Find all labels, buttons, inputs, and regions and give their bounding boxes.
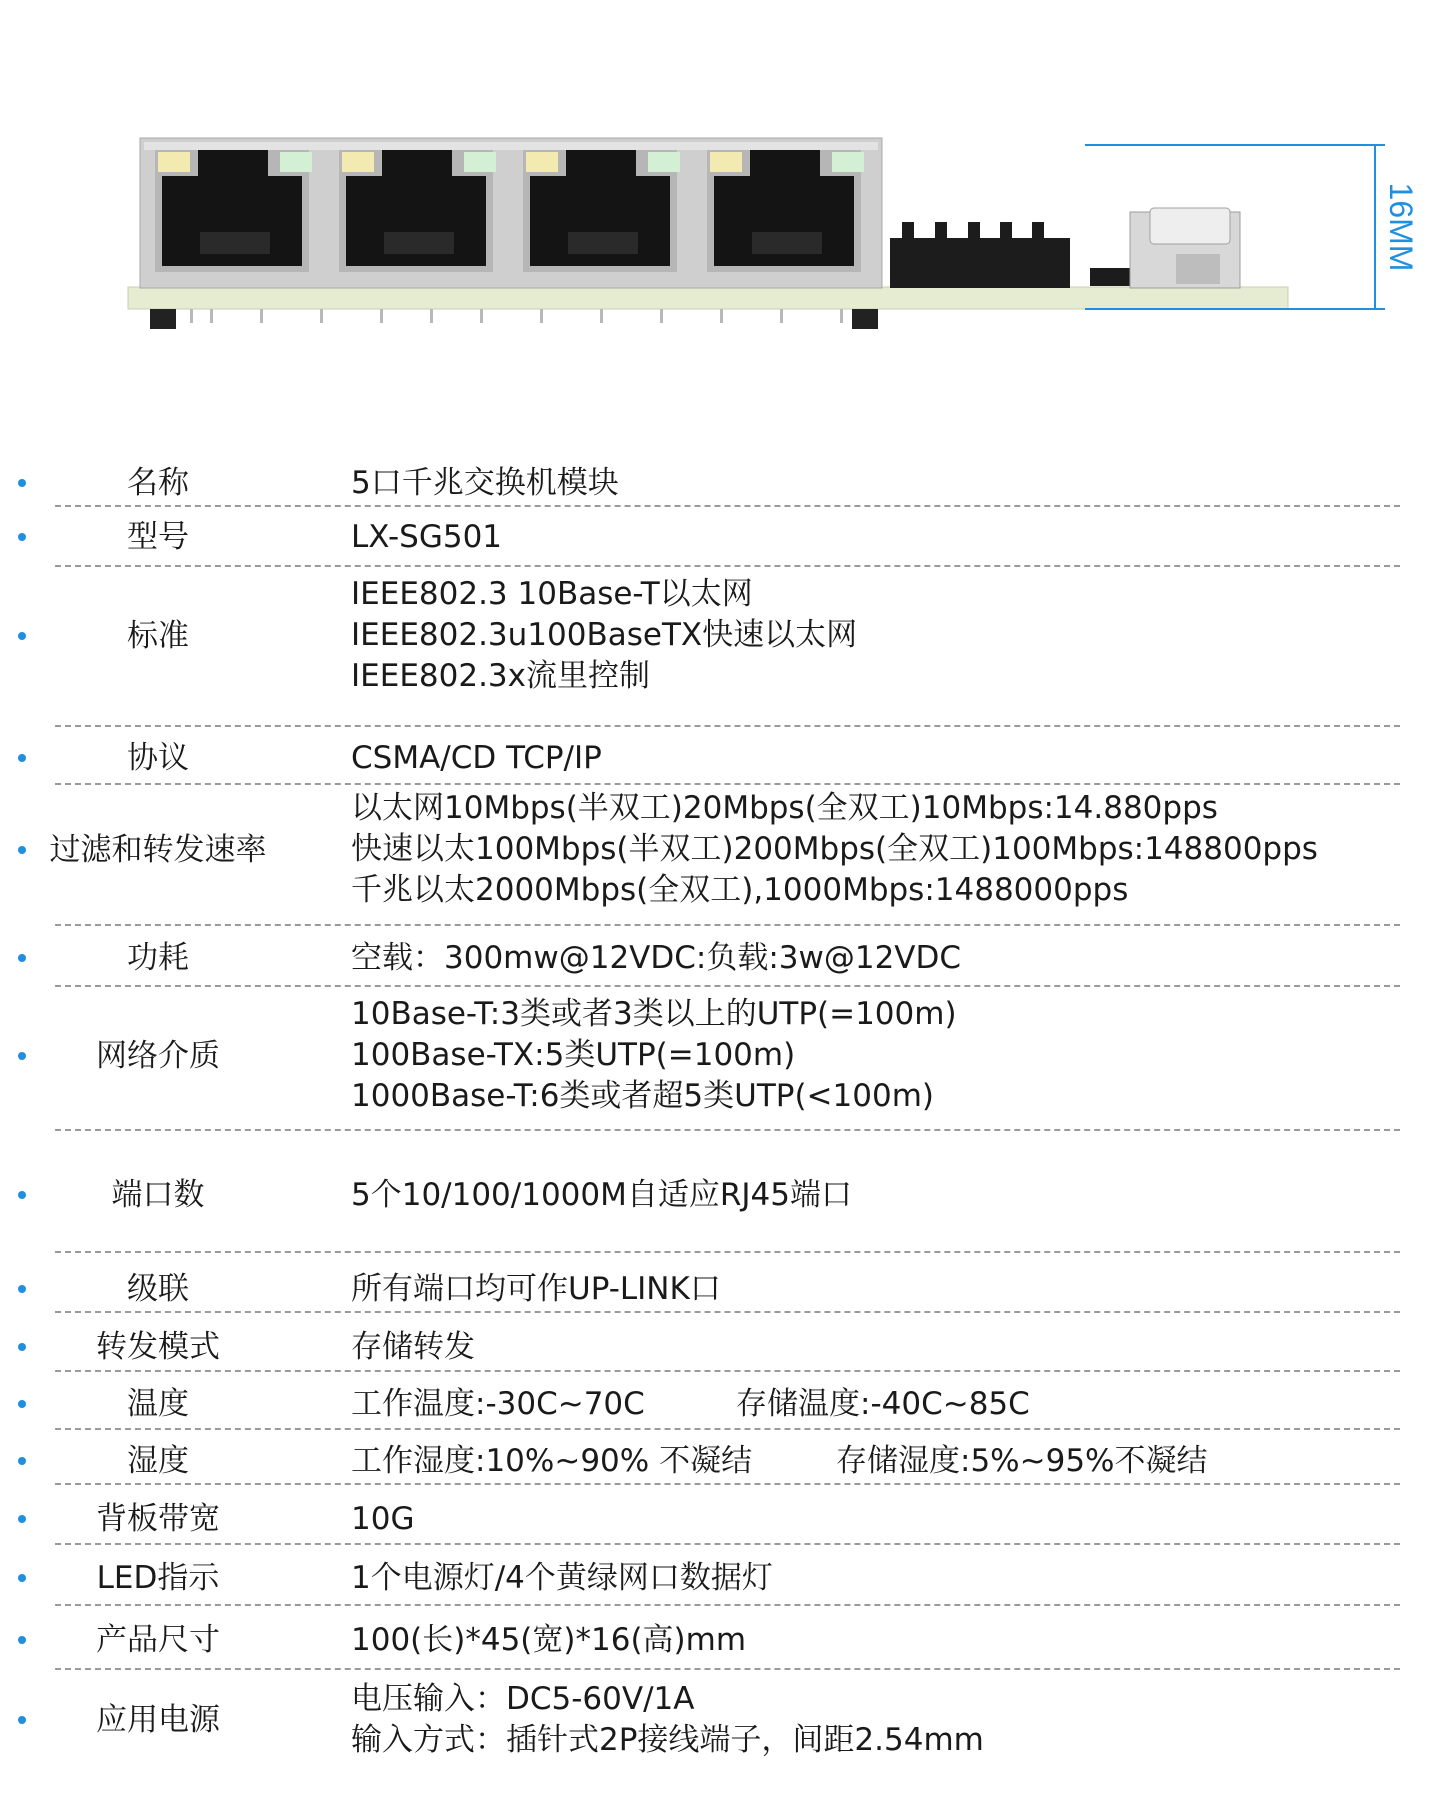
spec-value-line: 5口千兆交换机模块 xyxy=(351,464,619,501)
bullet-icon xyxy=(18,1191,26,1199)
spec-value-line: 输入方式：插针式2P接线端子，间距2.54mm xyxy=(351,1722,984,1758)
spec-value xyxy=(351,788,1318,911)
spec-value-line: 100Base-TX:5类UTP(=100m) xyxy=(351,1037,796,1073)
row-divider xyxy=(55,1428,1400,1430)
spec-label: 标准 xyxy=(127,617,189,654)
row-divider xyxy=(55,1604,1400,1606)
rj45-port-3 xyxy=(523,150,680,272)
spec-row xyxy=(0,1264,1440,1314)
spec-value xyxy=(351,463,619,504)
row-divider xyxy=(55,1370,1400,1372)
bullet-icon xyxy=(18,479,26,487)
spec-value-line: 千兆以太2000Mbps(全双工),1000Mbps:1488000pps xyxy=(351,872,1129,908)
led-yellow-icon xyxy=(342,152,374,172)
pcb-board xyxy=(128,287,1288,309)
spec-label: 产品尺寸 xyxy=(96,1622,220,1658)
spec-value-line: 工作温度:-30C~70C xyxy=(351,1385,645,1422)
row-divider xyxy=(55,924,1400,926)
spec-value-line: IEEE802.3x流里控制 xyxy=(351,658,650,694)
spec-value-line: LX-SG501 xyxy=(351,518,503,555)
led-green-icon xyxy=(648,152,680,172)
spec-value-line: 空载：300mw@12VDC:负载:3w@12VDC xyxy=(351,939,962,976)
row-divider xyxy=(55,1543,1400,1545)
bullet-icon xyxy=(18,1052,26,1060)
spec-label: 级联 xyxy=(127,1271,189,1307)
bullet-icon xyxy=(18,1285,26,1293)
spec-value xyxy=(351,1620,746,1661)
led-yellow-icon xyxy=(158,152,190,172)
spec-value-line: CSMA/CD TCP/IP xyxy=(351,739,602,776)
spec-label: 协议 xyxy=(127,740,189,776)
led-yellow-icon xyxy=(526,152,558,172)
bullet-icon xyxy=(18,1574,26,1582)
rj45-port-2 xyxy=(339,150,496,272)
bullet-icon xyxy=(18,632,26,640)
spec-value-line: 以太网10Mbps(半双工)20Mbps(全双工)10Mbps:14.880pps xyxy=(351,790,1218,826)
spec-row xyxy=(0,1675,1440,1765)
mount-foot-right xyxy=(852,309,878,329)
spec-label: LED指示 xyxy=(96,1560,220,1596)
spec-value xyxy=(351,1269,721,1310)
bullet-icon xyxy=(18,954,26,962)
spec-value xyxy=(351,1499,414,1540)
row-divider xyxy=(55,1251,1400,1253)
row-divider xyxy=(55,505,1400,507)
led-green-icon xyxy=(464,152,496,172)
spec-value-line: IEEE802.3u100BaseTX快速以太网 xyxy=(351,617,858,653)
bullet-icon xyxy=(18,754,26,762)
spec-row xyxy=(0,1436,1440,1486)
spec-row xyxy=(0,787,1440,912)
spec-row xyxy=(0,1322,1440,1372)
mount-foot-left xyxy=(150,309,176,329)
row-divider xyxy=(55,565,1400,567)
spec-value-line: 1个电源灯/4个黄绿网口数据灯 xyxy=(351,1559,773,1596)
spec-row xyxy=(0,512,1440,562)
product-image xyxy=(0,0,1440,420)
spec-label: 应用电源 xyxy=(96,1702,220,1738)
spec-value xyxy=(351,994,957,1117)
spec-label: 型号 xyxy=(127,519,189,555)
spec-row xyxy=(0,733,1440,783)
spec-row xyxy=(0,993,1440,1118)
spec-value xyxy=(351,938,961,979)
spec-value-extra: 存储温度:-40C~85C xyxy=(736,1385,1030,1422)
spec-value-line: 10Base-T:3类或者3类以上的UTP(=100m) xyxy=(351,996,957,1032)
spec-row xyxy=(0,1494,1440,1544)
row-divider xyxy=(55,1483,1400,1485)
spec-value-line: 工作湿度:10%~90% 不凝结 xyxy=(351,1442,753,1479)
rj45-port-1 xyxy=(155,150,312,272)
spec-row xyxy=(0,458,1440,508)
spec-row xyxy=(0,1379,1440,1429)
bullet-icon xyxy=(18,533,26,541)
spec-row xyxy=(0,1553,1440,1603)
spec-label: 名称 xyxy=(127,465,189,501)
spec-value xyxy=(351,738,602,779)
bullet-icon xyxy=(18,1400,26,1408)
spec-value-line: 存储转发 xyxy=(351,1328,475,1365)
bullet-icon xyxy=(18,1716,26,1724)
spec-label: 端口数 xyxy=(111,1177,205,1213)
magnetics-chip xyxy=(890,238,1070,288)
row-divider xyxy=(55,985,1400,987)
rj45-port-4 xyxy=(707,150,864,272)
bullet-icon xyxy=(18,1515,26,1523)
spec-label: 功耗 xyxy=(127,940,189,976)
spec-label: 温度 xyxy=(127,1386,189,1422)
spec-value xyxy=(351,1558,773,1599)
spec-value xyxy=(351,1384,645,1425)
spec-row xyxy=(0,1615,1440,1665)
spec-value xyxy=(351,1175,852,1216)
spec-value-line: IEEE802.3 10Base-T以太网 xyxy=(351,576,753,612)
led-yellow-icon xyxy=(710,152,742,172)
spec-value-line: 10G xyxy=(351,1500,415,1537)
row-divider xyxy=(55,1311,1400,1313)
bullet-icon xyxy=(18,846,26,854)
spec-value xyxy=(351,1441,752,1482)
spec-value-line: 100(长)*45(宽)*16(高)mm xyxy=(351,1621,747,1658)
led-green-icon xyxy=(280,152,312,172)
spec-value-line: 5个10/100/1000M自适应RJ45端口 xyxy=(351,1176,852,1213)
row-divider xyxy=(55,1129,1400,1131)
spec-label: 转发模式 xyxy=(96,1329,220,1365)
spec-label: 过滤和转发速率 xyxy=(49,831,267,868)
row-divider xyxy=(55,1668,1400,1670)
spec-value xyxy=(351,574,857,697)
spec-value-line: 1000Base-T:6类或者超5类UTP(<100m) xyxy=(351,1078,934,1114)
height-dimension-label: 16MM xyxy=(1383,182,1419,272)
row-divider xyxy=(55,725,1400,727)
bullet-icon xyxy=(18,1636,26,1644)
led-green-icon xyxy=(832,152,864,172)
spec-value-line: 电压输入：DC5-60V/1A xyxy=(351,1681,695,1717)
spec-row xyxy=(0,573,1440,698)
spec-label: 湿度 xyxy=(127,1443,189,1479)
spec-row xyxy=(0,1170,1440,1220)
spec-value-line: 所有端口均可作UP-LINK口 xyxy=(351,1270,721,1307)
spec-row xyxy=(0,933,1440,983)
spec-value xyxy=(351,1327,475,1368)
spec-value xyxy=(351,1679,984,1761)
spec-label: 背板带宽 xyxy=(96,1501,220,1537)
spec-value xyxy=(351,517,502,558)
spec-value-line: 快速以太100Mbps(半双工)200Mbps(全双工)100Mbps:148800pps xyxy=(351,831,1318,867)
spec-label: 网络介质 xyxy=(96,1037,220,1074)
bullet-icon xyxy=(18,1343,26,1351)
spec-value-extra: 存储湿度:5%~95%不凝结 xyxy=(836,1442,1208,1479)
chip-pins xyxy=(902,222,1044,240)
bullet-icon xyxy=(18,1457,26,1465)
row-divider xyxy=(55,783,1400,785)
pin-header xyxy=(190,309,843,323)
